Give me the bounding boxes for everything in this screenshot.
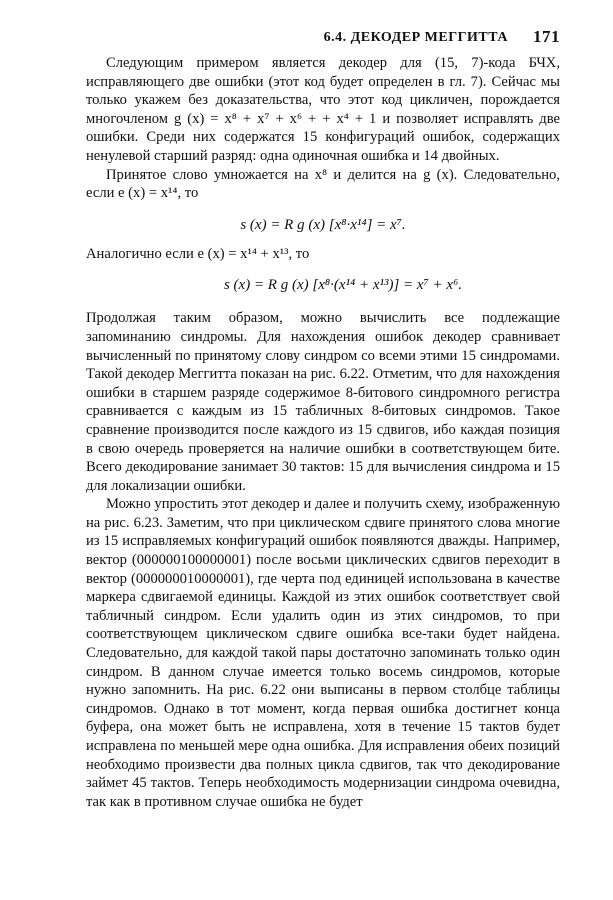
- paragraph-2: Принятое слово умножается на x⁸ и делится на g (x). Следовательно, если e (x) = x¹⁴, то: [86, 166, 560, 202]
- book-page: [86, 28, 560, 811]
- section-title: 6.4. ДЕКОДЕР МЕГГИТТА: [323, 30, 508, 45]
- paragraph-4: Продолжая таким образом, можно вычислить все подлежащие запоминанию синдромы. Для нахождения ошибок декодер сравнивает вычисленный по принятому слову синдром со всеми этими 15 синдромами. Такой декодер Меггитта показан на рис. 6.22. Отметим, что для нахождения ошибки в старшем разряде содержимое 8-битового синдромного регистра сравнивается с каждым из 15 табличных 8-битовых синдромов. Такое сравнение производится после каждого из 15 сдвигов, ибо каждая позиция в свою очередь проверяется на наличие ошибки в соответствующем бите. Всего декодирование занимает 30 тактов: 15 для вычисления синдрома и 15 для локализации ошибки.: [86, 310, 560, 494]
- running-head: [86, 28, 560, 54]
- paragraph-5: Можно упростить этот декодер и далее и получить схему, изображенную на рис. 6.23. Заметим, что при циклическом сдвиге принятого слова многие из 15 исправляемых конфигураций ошибок появляются дважды. Например, вектор (000000100000001) после восьми циклических сдвигов переходит в вектор (000000010000001), где черта под единицей использована в качестве маркера сдвигаемой единицы. Каждой из этих ошибок соответствует свой табличный синдром. Если удалить один из этих синдромов, то при соответствующем циклическом сдвиге ошибка все-таки будет найдена. Следовательно, для каждой такой пары достаточно запоминать только один синдром. В данном случае имеется только восемь синдромов, которые нужно запомнить. На рис. 6.22 они выписаны в первом столбце таблицы синдромов. Однако в тот момент, когда первая ошибка достигнет конца буфера, она может быть не исправлена, хотя в течение 15 тактов будет исправлена по меньшей мере одна ошибка. Для исправления обеих позиций необходимо произвести два полных цикла сдвигов, так что декодирование займет 45 тактов. Теперь необходимость модернизации синдрома очевидна, так как в противном случае ошибка не будет: [86, 496, 560, 810]
- formula-2: s (x) = R g (x) [x⁸·(x¹⁴ + x¹³)] = x⁷ + x⁶.: [223, 277, 463, 294]
- paragraph-1: Следующим примером является декодер для (15, 7)-кода БЧХ, исправляющего две ошибки (этот код будет определен в гл. 7). Сейчас мы только укажем без доказательства, что этот код цикличен, порождается многочленом g (x) = x⁸ + x⁷ + x⁶ + + x⁴ + 1 и позволяет исправлять две ошибки. Среди них содержатся 15 конфигураций ошибок, содержащих ненулевой старший разряд: одна одиночная ошибка и 14 двойных.: [86, 55, 560, 164]
- formula-1: s (x) = R g (x) [x⁸·x¹⁴] = x⁷.: [240, 216, 406, 233]
- paragraph-3: Аналогично если e (x) = x¹⁴ + x¹³, то: [86, 245, 310, 262]
- page-number: 171: [533, 27, 560, 46]
